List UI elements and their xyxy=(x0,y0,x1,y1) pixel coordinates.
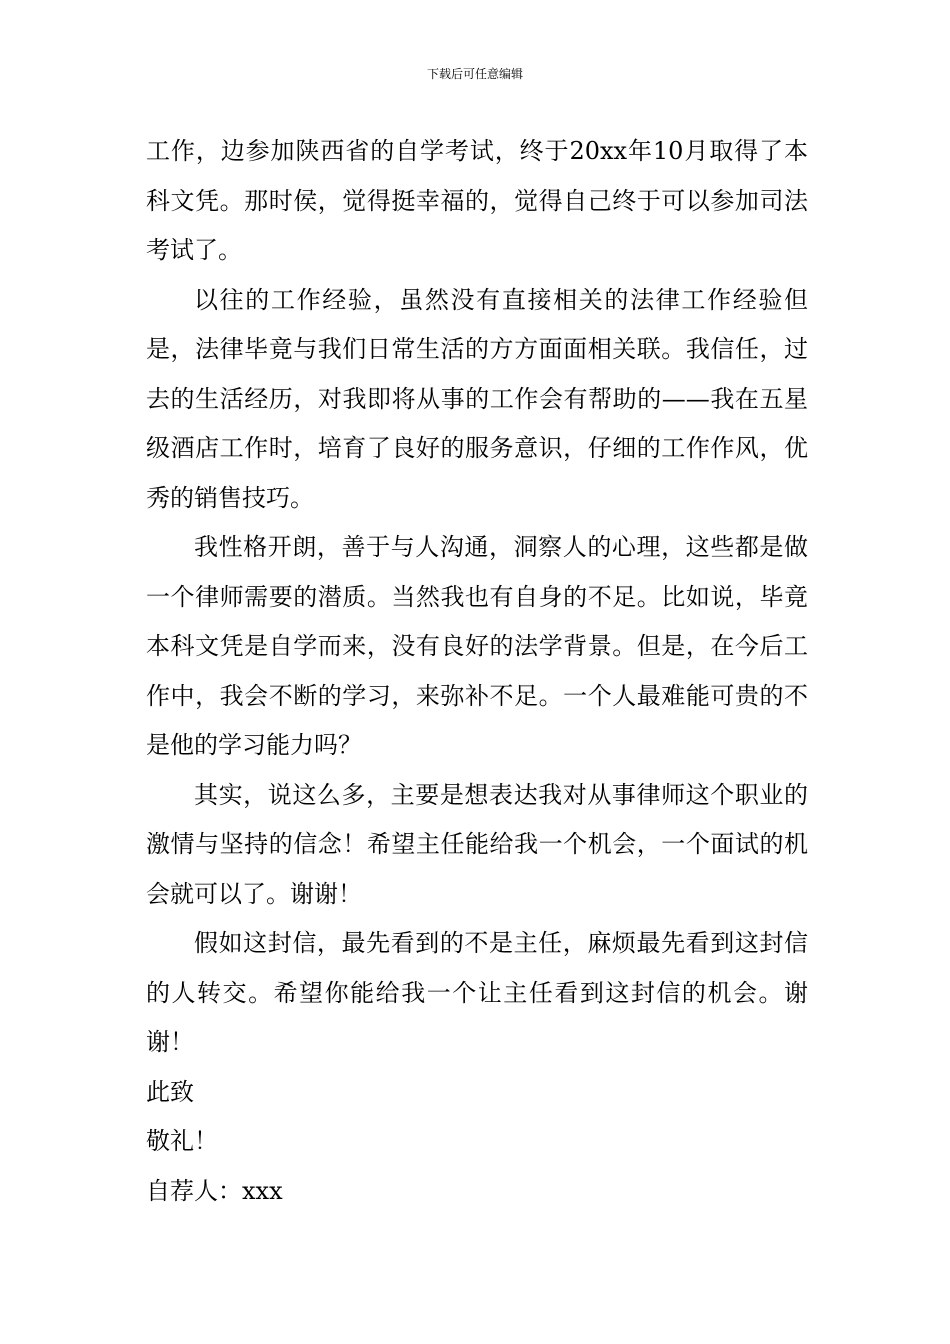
paragraph-personality: 我性格开朗，善于与人沟通，洞察人的心理，这些都是做一个律师需要的潜质。当然我也有自身的不足。比如说，毕竟本科文凭是自学而来，没有良好的法学背景。但是，在今后工作中，我会不断的学习，来弥补不足。一个人最难能可贵的不是他的学习能力吗？ xyxy=(146,533,808,759)
closing-cizhi: 此致 xyxy=(146,1077,194,1106)
letter-body xyxy=(146,127,808,1216)
paragraph-work-experience: 以往的工作经验，虽然没有直接相关的法律工作经验但是，法律毕竟与我们日常生活的方方面面相关联。我信任，过去的生活经历，对我即将从事的工作会有帮助的——我在五星级酒店工作时，培育了良好的服务意识，仔细的工作作风，优秀的销售技巧。 xyxy=(146,285,808,512)
signature: 自荐人：xxx xyxy=(146,1176,283,1205)
paragraph-continuation: 工作，边参加陕西省的自学考试，终于20xx年10月取得了本科文凭。那时侯，觉得挺幸福的，觉得自己终于可以参加司法考试了。 xyxy=(146,137,808,264)
closing-jingli: 敬礼！ xyxy=(146,1127,218,1155)
paragraph-passion: 其实，说这么多，主要是想表达我对从事律师这个职业的激情与坚持的信念！希望主任能给我一个机会，一个面试的机会就可以了。谢谢！ xyxy=(146,780,808,908)
header-note: 下载后可任意编辑 xyxy=(426,67,523,81)
paragraph-forwarding-request: 假如这封信，最先看到的不是主任，麻烦最先看到这封信的人转交。希望你能给我一个让主任看到这封信的机会。谢谢！ xyxy=(146,929,808,1056)
